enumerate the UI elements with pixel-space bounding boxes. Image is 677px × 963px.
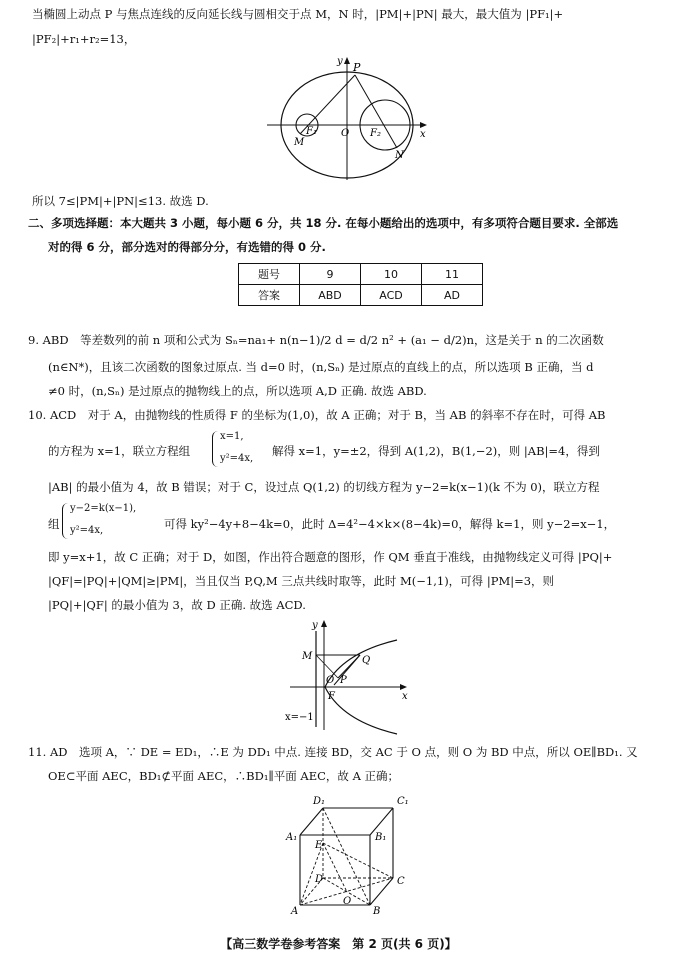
equation: y²=4x, — [220, 453, 254, 464]
label-M: M — [294, 137, 305, 148]
equation: x=1, — [220, 431, 244, 442]
label-P: P — [340, 675, 347, 686]
text-line: 当椭圆上动点 P 与焦点连线的反向延长线与圆相交于点 M，N 时，|PM|+|PN| 最大，最大值为 |PF₁|+ — [32, 7, 564, 21]
text-line: 11. AD 选项 A，∵ DE = ED₁，∴E 为 DD₁ 中点. 连接 BD，交 AC 于 O 点，则 O 为 BD 中点，所以 OE∥BD₁. 又 — [28, 745, 638, 759]
label-D1: D₁ — [313, 796, 326, 807]
label-D: D — [315, 874, 324, 885]
label-B: B — [373, 906, 381, 917]
label-P: P — [353, 61, 361, 74]
text-line: 9. ABD 等差数列的前 n 项和公式为 Sₙ=na₁+ n(n−1)/2 d = d/2 n² + (a₁ − d/2)n，这是关于 n 的二次函数 — [28, 333, 604, 347]
label-x: x — [402, 691, 408, 702]
text-line: |PF₂|+r₁+r₂=13， — [32, 32, 136, 46]
label-directrix: x=−1 — [285, 712, 314, 723]
label-A: A — [291, 906, 299, 917]
text-line: |AB| 的最小值为 4，故 B 错误；对于 C，设过点 Q(1,2) 的切线方程为 y−2=k(x−1)(k 不为 0)，联立方程 — [48, 480, 600, 494]
text-line: 10. ACD 对于 A，由抛物线的性质得 F 的坐标为(1,0)，故 A 正确；对于 B，当 AB 的斜率不存在时，可得 AB — [28, 408, 606, 422]
section-title: 对的得 6 分，部分选对的得部分分，有选错的得 0 分. — [48, 240, 326, 254]
equation: y²=4x, — [70, 525, 104, 536]
label-M: M — [302, 651, 313, 662]
cube-figure — [285, 790, 420, 920]
label-O: O — [326, 675, 335, 686]
label-F2: F₂ — [370, 128, 381, 139]
label-Q: Q — [362, 655, 371, 666]
section-title: 二、多项选择题：本大题共 3 小题，每小题 6 分，共 18 分. 在每小题给出的选项中，有多项符合题目要求. 全部选 — [28, 216, 619, 230]
label-O: O — [343, 896, 352, 907]
text-line: 解得 x=1，y=±2，得到 A(1,2)，B(1,−2)，则 |AB|=4，得到 — [272, 444, 600, 458]
label-O: O — [341, 128, 350, 139]
table-cell: 答案 — [239, 285, 300, 306]
brace — [62, 503, 69, 539]
table-cell: ABD — [300, 285, 361, 306]
label-C: C — [397, 876, 405, 887]
label-A1: A₁ — [286, 832, 298, 843]
label-F: F — [328, 691, 335, 702]
table-cell: 11 — [422, 264, 483, 285]
label-F1: F₁ — [306, 126, 317, 137]
page-footer: 【高三数学卷参考答案 第 2 页(共 6 页)】 — [220, 937, 457, 951]
table-cell: AD — [422, 285, 483, 306]
text-line: 可得 ky²−4y+8−4k=0，此时 Δ=4²−4×k×(8−4k)=0，解得 k=1，则 y−2=x−1， — [164, 517, 616, 531]
text-line: 组 — [48, 517, 60, 531]
text-line: |PQ|+|QF| 的最小值为 3，故 D 正确. 故选 ACD. — [48, 598, 306, 612]
brace — [212, 431, 219, 467]
label-y: y — [337, 56, 343, 67]
equation: y−2=k(x−1), — [70, 503, 137, 514]
table-cell: 10 — [361, 264, 422, 285]
text-line: 所以 7≤|PM|+|PN|≤13. 故选 D. — [32, 194, 209, 208]
answer-table — [238, 263, 483, 306]
table-cell: 9 — [300, 264, 361, 285]
text-line: (n∈N*)，且该二次函数的图象过原点. 当 d=0 时，(n,Sₙ) 是过原点的直线上的点，所以选项 B 正确，当 d — [48, 360, 594, 374]
text-line: 即 y=x+1，故 C 正确；对于 D，如图，作出符合题意的图形，作 QM 垂直于准线，由抛物线定义可得 |PQ|+ — [48, 550, 613, 564]
label-E: E — [315, 840, 323, 851]
label-y: y — [312, 620, 318, 631]
label-C1: C₁ — [397, 796, 409, 807]
label-B1: B₁ — [375, 832, 387, 843]
parabola-figure — [282, 615, 412, 735]
text-line: ≠0 时，(n,Sₙ) 是过原点的抛物线上的点，所以选项 A,D 正确. 故选 ABD. — [48, 384, 427, 398]
label-x: x — [420, 129, 426, 140]
text-line: 的方程为 x=1，联立方程组 — [48, 444, 191, 458]
text-line: |QF|=|PQ|+|QM|≥|PM|，当且仅当 P,Q,M 三点共线时取等，此时 M(−1,1)，可得 |PM|=3，则 — [48, 574, 555, 588]
label-N: N — [395, 150, 404, 161]
table-cell: ACD — [361, 285, 422, 306]
ellipse-figure — [262, 55, 432, 185]
text-line: OE⊂平面 AEC，BD₁⊄平面 AEC，∴BD₁∥平面 AEC，故 A 正确； — [48, 769, 400, 783]
table-cell: 题号 — [239, 264, 300, 285]
